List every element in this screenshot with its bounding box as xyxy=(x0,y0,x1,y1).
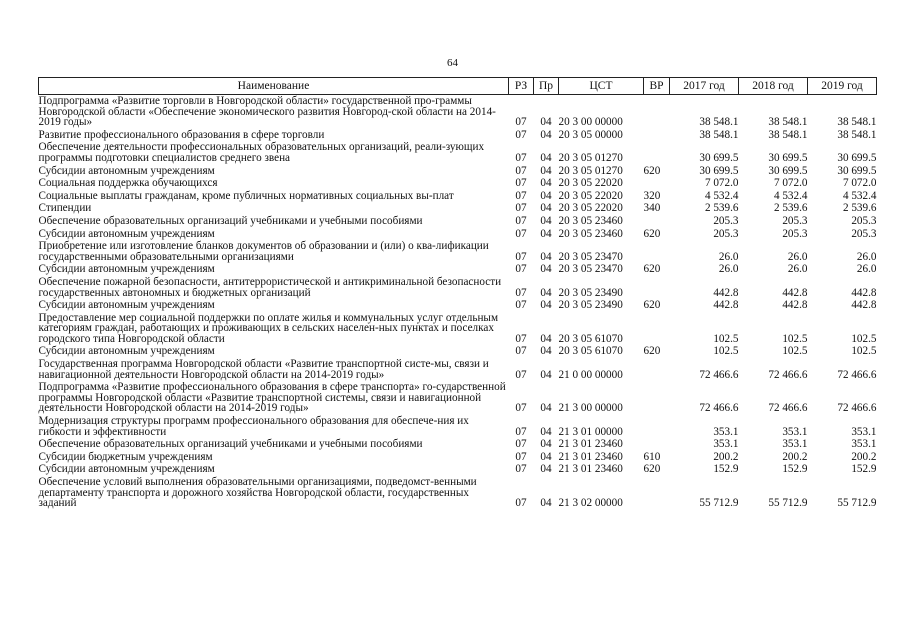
cell-pr: 04 xyxy=(540,368,552,381)
cell-y2018: 205.3 xyxy=(782,214,808,227)
cell-cst: 21 3 00 00000 xyxy=(558,402,623,415)
cell-y2017: 353.1 xyxy=(713,425,739,438)
cell-rz: 07 xyxy=(515,202,527,215)
cell-name: Субсидии автономным учреждениям xyxy=(38,164,215,177)
cell-y2018: 38 548.1 xyxy=(768,116,808,129)
table-row xyxy=(39,240,877,263)
cell-y2017: 30 699.5 xyxy=(699,164,739,177)
cell-vr: 620 xyxy=(643,263,661,276)
cell-vr xyxy=(644,415,670,438)
table-row xyxy=(39,129,877,142)
cell-cst: 20 3 05 23460 xyxy=(558,214,623,227)
cell-rz: 07 xyxy=(515,450,527,463)
cell-vr xyxy=(644,177,670,190)
cell-rz: 07 xyxy=(515,286,527,299)
cell-y2017: 38 548.1 xyxy=(699,116,739,129)
cell-pr: 04 xyxy=(540,286,552,299)
cell-y2018: 26.0 xyxy=(787,250,808,263)
cell-rz: 07 xyxy=(515,263,527,276)
cell-cst: 20 3 05 23470 xyxy=(558,263,623,276)
cell-rz: 07 xyxy=(515,402,527,415)
cell-name: Субсидии автономным учреждениям xyxy=(38,463,215,476)
cell-name: Социальная поддержка обучающихся xyxy=(38,177,218,190)
cell-y2019: 4 532.4 xyxy=(842,189,877,202)
cell-y2018: 353.1 xyxy=(782,438,808,451)
table-row xyxy=(39,463,877,476)
cell-y2018: 55 712.9 xyxy=(768,497,808,510)
header-2019: 2019 год xyxy=(808,78,877,95)
cell-pr: 04 xyxy=(540,425,552,438)
cell-y2019: 152.9 xyxy=(851,463,877,476)
cell-y2017: 55 712.9 xyxy=(699,497,739,510)
cell-y2017: 72 466.6 xyxy=(699,402,739,415)
cell-y2019: 38 548.1 xyxy=(837,128,877,141)
cell-y2019: 38 548.1 xyxy=(837,116,877,129)
cell-cst: 20 3 05 61070 xyxy=(558,332,623,345)
cell-y2018: 2 539.6 xyxy=(773,202,808,215)
cell-vr xyxy=(644,312,670,346)
cell-vr: 620 xyxy=(643,299,661,312)
table-row xyxy=(39,276,877,299)
cell-pr: 04 xyxy=(540,164,552,177)
cell-cst: 20 3 05 61070 xyxy=(558,345,623,358)
table-row xyxy=(39,476,877,510)
table-row xyxy=(39,165,877,178)
cell-y2019: 442.8 xyxy=(851,299,877,312)
header-cst: ЦСТ xyxy=(559,78,644,95)
cell-cst: 21 3 02 00000 xyxy=(558,497,623,510)
table-row xyxy=(39,312,877,346)
cell-cst: 20 3 05 01270 xyxy=(558,151,623,164)
cell-cst: 21 3 01 00000 xyxy=(558,425,623,438)
cell-name: Подпрограмма «Развитие торговли в Новгородской области» государственной про-граммы Новгородской области «Обеспечение экономического развития Новгород-ской области на 2014-2019 годы» xyxy=(38,95,496,129)
cell-pr: 04 xyxy=(540,450,552,463)
cell-rz: 07 xyxy=(515,438,527,451)
table-row xyxy=(39,358,877,381)
cell-y2017: 152.9 xyxy=(713,463,739,476)
cell-rz: 07 xyxy=(515,227,527,240)
cell-name: Обеспечение образовательных организаций учебниками и учебными пособиями xyxy=(38,214,423,227)
cell-y2018: 4 532.4 xyxy=(773,189,808,202)
cell-y2018: 30 699.5 xyxy=(768,164,808,177)
cell-y2019: 55 712.9 xyxy=(837,497,877,510)
cell-y2019: 205.3 xyxy=(851,227,877,240)
cell-name: Модернизация структуры программ профессионального образования для обеспече-ния их гибкости и эффективности xyxy=(38,415,469,438)
cell-y2017: 30 699.5 xyxy=(699,151,739,164)
cell-pr: 04 xyxy=(540,214,552,227)
cell-pr: 04 xyxy=(540,438,552,451)
header-pr: Пр xyxy=(534,78,559,95)
cell-vr xyxy=(644,381,670,415)
cell-pr: 04 xyxy=(540,151,552,164)
cell-name: Приобретение или изготовление бланков документов об образовании и (или) о ква-лификации государственными образовательными организациями xyxy=(38,240,489,263)
cell-name: Субсидии автономным учреждениям xyxy=(38,345,215,358)
cell-name: Подпрограмма «Развитие профессионального образования в сфере транспорта» го-сударственной программы Новгородской области «Развитие транспортной системы, связи и навигационной деятельности Новгородской области на 2014-2019 годы» xyxy=(38,381,506,415)
cell-y2018: 442.8 xyxy=(782,286,808,299)
table-row xyxy=(39,438,877,451)
cell-rz: 07 xyxy=(515,151,527,164)
header-name: Наименование xyxy=(39,78,509,95)
cell-vr: 620 xyxy=(643,164,661,177)
cell-y2019: 26.0 xyxy=(856,250,877,263)
cell-y2018: 38 548.1 xyxy=(768,128,808,141)
cell-y2019: 30 699.5 xyxy=(837,164,877,177)
cell-vr xyxy=(644,358,670,381)
cell-rz: 07 xyxy=(515,177,527,190)
header-rz: РЗ xyxy=(509,78,534,95)
cell-cst: 20 3 05 22020 xyxy=(558,189,623,202)
budget-table xyxy=(38,77,877,510)
cell-pr: 04 xyxy=(540,227,552,240)
cell-cst: 20 3 05 23470 xyxy=(558,250,623,263)
cell-rz: 07 xyxy=(515,425,527,438)
header-2018: 2018 год xyxy=(739,78,808,95)
cell-cst: 20 3 05 23460 xyxy=(558,227,623,240)
cell-pr: 04 xyxy=(540,128,552,141)
cell-vr: 620 xyxy=(643,227,661,240)
cell-y2019: 72 466.6 xyxy=(837,402,877,415)
cell-name: Субсидии бюджетным учреждениям xyxy=(38,450,213,463)
cell-vr xyxy=(644,476,670,510)
cell-rz: 07 xyxy=(515,463,527,476)
cell-y2017: 205.3 xyxy=(713,227,739,240)
cell-pr: 04 xyxy=(540,497,552,510)
cell-pr: 04 xyxy=(540,299,552,312)
table-row xyxy=(39,345,877,358)
table-body xyxy=(39,95,877,510)
cell-y2018: 442.8 xyxy=(782,299,808,312)
cell-y2019: 353.1 xyxy=(851,438,877,451)
cell-rz: 07 xyxy=(515,116,527,129)
cell-y2018: 205.3 xyxy=(782,227,808,240)
cell-vr: 610 xyxy=(643,450,661,463)
cell-name: Социальные выплаты гражданам, кроме публичных нормативных социальных вы-плат xyxy=(38,189,454,202)
cell-vr xyxy=(644,141,670,164)
table-row xyxy=(39,190,877,203)
cell-name: Развитие профессионального образования в сфере торговли xyxy=(38,128,325,141)
cell-vr: 620 xyxy=(643,345,661,358)
cell-y2018: 102.5 xyxy=(782,332,808,345)
cell-name: Государственная программа Новгородской области «Развитие транспортной систе-мы, связи и навигационной деятельности Новгородской области на 2014-2019 годы» xyxy=(38,358,489,381)
cell-pr: 04 xyxy=(540,116,552,129)
cell-rz: 07 xyxy=(515,128,527,141)
header-vr: ВР xyxy=(644,78,670,95)
page-number: 64 xyxy=(447,57,458,69)
cell-y2017: 353.1 xyxy=(713,438,739,451)
table-header-row xyxy=(39,78,877,95)
cell-y2017: 200.2 xyxy=(713,450,739,463)
cell-vr: 320 xyxy=(643,189,661,202)
cell-y2019: 102.5 xyxy=(851,345,877,358)
table-row xyxy=(39,95,877,129)
cell-y2017: 205.3 xyxy=(713,214,739,227)
cell-y2018: 7 072.0 xyxy=(773,177,808,190)
cell-y2017: 72 466.6 xyxy=(699,368,739,381)
cell-vr: 340 xyxy=(643,202,661,215)
table-row xyxy=(39,202,877,215)
cell-name: Обеспечение образовательных организаций учебниками и учебными пособиями xyxy=(38,438,423,451)
cell-pr: 04 xyxy=(540,463,552,476)
cell-cst: 20 3 00 00000 xyxy=(558,116,623,129)
cell-y2017: 26.0 xyxy=(718,250,739,263)
cell-rz: 07 xyxy=(515,189,527,202)
cell-rz: 07 xyxy=(515,164,527,177)
cell-y2018: 26.0 xyxy=(787,263,808,276)
cell-vr xyxy=(644,276,670,299)
cell-vr xyxy=(644,240,670,263)
cell-rz: 07 xyxy=(515,368,527,381)
cell-cst: 21 3 01 23460 xyxy=(558,438,623,451)
cell-y2018: 72 466.6 xyxy=(768,402,808,415)
cell-rz: 07 xyxy=(515,250,527,263)
cell-rz: 07 xyxy=(515,299,527,312)
cell-vr xyxy=(644,95,670,129)
cell-y2019: 353.1 xyxy=(851,425,877,438)
cell-y2018: 102.5 xyxy=(782,345,808,358)
cell-pr: 04 xyxy=(540,177,552,190)
cell-vr: 620 xyxy=(643,463,661,476)
cell-y2017: 442.8 xyxy=(713,299,739,312)
cell-pr: 04 xyxy=(540,189,552,202)
cell-vr xyxy=(644,129,670,142)
cell-y2019: 205.3 xyxy=(851,214,877,227)
cell-vr xyxy=(644,215,670,228)
cell-y2018: 72 466.6 xyxy=(768,368,808,381)
cell-rz: 07 xyxy=(515,332,527,345)
cell-cst: 20 3 05 23490 xyxy=(558,286,623,299)
cell-cst: 20 3 05 22020 xyxy=(558,177,623,190)
cell-y2019: 2 539.6 xyxy=(842,202,877,215)
cell-y2017: 7 072.0 xyxy=(704,177,739,190)
cell-y2018: 200.2 xyxy=(782,450,808,463)
cell-y2017: 102.5 xyxy=(713,345,739,358)
cell-y2017: 102.5 xyxy=(713,332,739,345)
cell-pr: 04 xyxy=(540,402,552,415)
cell-name: Обеспечение пожарной безопасности, антитеррористической и антикриминальной безопасности государственных автономных и бюджетных организаций xyxy=(38,275,502,299)
table-row xyxy=(39,451,877,464)
cell-name: Субсидии автономным учреждениям xyxy=(38,227,215,240)
cell-y2019: 72 466.6 xyxy=(837,368,877,381)
cell-pr: 04 xyxy=(540,250,552,263)
cell-rz: 07 xyxy=(515,214,527,227)
cell-name: Стипендии xyxy=(38,202,92,215)
cell-y2019: 102.5 xyxy=(851,332,877,345)
cell-cst: 20 3 05 23490 xyxy=(558,299,623,312)
cell-name: Субсидии автономным учреждениям xyxy=(38,263,215,276)
table-row xyxy=(39,415,877,438)
table-row xyxy=(39,141,877,164)
cell-rz: 07 xyxy=(515,497,527,510)
table-row xyxy=(39,381,877,415)
cell-y2019: 26.0 xyxy=(856,263,877,276)
table-row xyxy=(39,215,877,228)
cell-y2017: 2 539.6 xyxy=(704,202,739,215)
cell-name: Обеспечение условий выполнения образовательными организациями, подведомст-венными департаменту транспорта и дорожного хозяйства Новгородской области, государственных заданий xyxy=(38,476,477,510)
cell-name: Субсидии автономным учреждениям xyxy=(38,299,215,312)
cell-cst: 20 3 05 00000 xyxy=(558,128,623,141)
cell-cst: 21 3 01 23460 xyxy=(558,450,623,463)
cell-y2017: 26.0 xyxy=(718,263,739,276)
cell-y2017: 4 532.4 xyxy=(704,189,739,202)
table-row xyxy=(39,177,877,190)
cell-y2019: 7 072.0 xyxy=(842,177,877,190)
cell-y2018: 30 699.5 xyxy=(768,151,808,164)
cell-cst: 21 3 01 23460 xyxy=(558,463,623,476)
table-row xyxy=(39,263,877,276)
cell-y2017: 442.8 xyxy=(713,286,739,299)
cell-name: Предоставление мер социальной поддержки по оплате жилья и коммунальных услуг отдельным категориям граждан, работающих и проживающих в сельских населен-ных пунктах и поселках городского типа Новгородской области xyxy=(38,311,499,345)
header-2017: 2017 год xyxy=(670,78,739,95)
cell-y2019: 30 699.5 xyxy=(837,151,877,164)
cell-y2017: 38 548.1 xyxy=(699,128,739,141)
cell-pr: 04 xyxy=(540,263,552,276)
table-row xyxy=(39,228,877,241)
cell-rz: 07 xyxy=(515,345,527,358)
table-row xyxy=(39,299,877,312)
cell-pr: 04 xyxy=(540,345,552,358)
cell-y2018: 152.9 xyxy=(782,463,808,476)
cell-y2019: 200.2 xyxy=(851,450,877,463)
cell-cst: 20 3 05 01270 xyxy=(558,164,623,177)
cell-name: Обеспечение деятельности профессиональных образовательных организаций, реали-зующих программы подготовки специалистов среднего звена xyxy=(38,141,485,164)
cell-vr xyxy=(644,438,670,451)
cell-pr: 04 xyxy=(540,202,552,215)
cell-y2018: 353.1 xyxy=(782,425,808,438)
cell-pr: 04 xyxy=(540,332,552,345)
cell-cst: 20 3 05 22020 xyxy=(558,202,623,215)
cell-y2019: 442.8 xyxy=(851,286,877,299)
cell-cst: 21 0 00 00000 xyxy=(558,368,623,381)
